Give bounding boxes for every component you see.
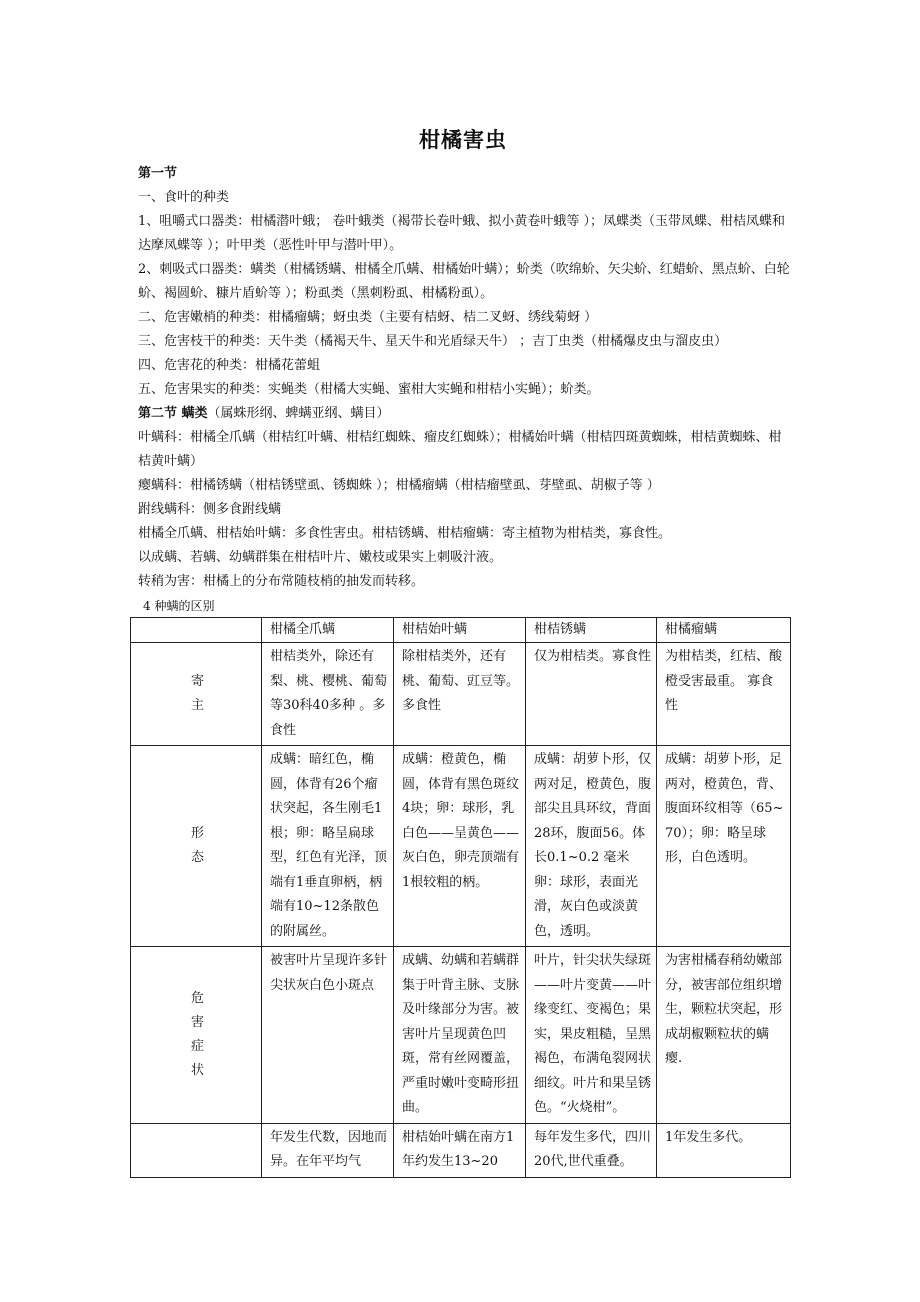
- table-cell: 为柑桔类，红桔、酸橙受害最重。 寡食性: [657, 643, 791, 746]
- row-label-cell: [131, 947, 262, 1124]
- table-cell: 为害柑橘春稍幼嫩部分，被害部位组织增生，颗粒状突起，形成胡椒颗粒状的螨瘿.: [657, 947, 791, 1124]
- section1-line: 五、危害果实的种类：实蝇类（柑橘大实蝇、蜜柑大实蝇和柑桔小实蝇）；蚧类。: [138, 382, 600, 397]
- section2-line: 柑橘全爪螨、柑桔始叶螨：多食性害虫。柑桔锈螨、柑桔瘤螨：寄主植物为柑桔类，寡食性。: [138, 526, 672, 541]
- section1-line: 1、咀嚼式口器类：柑橘潜叶蛾； 卷叶蛾类（褐带长卷叶蛾、拟小黄卷叶蛾等 ）；凤蝶类（玉带凤蝶、柑桔凤蝶和达摩凤蝶等 ）；叶甲类（恶性叶甲与潜叶甲）。: [138, 214, 786, 253]
- table-cell: 成螨：暗红色，椭圆，体背有26个瘤状突起，各生刚毛1根；卵：略呈扁球型，红色有光泽，顶端有1垂直卵柄，柄端有10~12条散色的附属丝。: [262, 746, 394, 947]
- table-row: [131, 1123, 791, 1177]
- table-header-cell: 柑桔锈螨: [526, 618, 657, 643]
- table-header-cell: 柑橘瘤螨: [657, 618, 791, 643]
- table-cell: 1年发生多代。: [657, 1123, 791, 1177]
- section2-line: 以成螨、若螨、幼螨群集在柑桔叶片、嫩枝或果实上刺吸汁液。: [138, 550, 503, 565]
- row-label: 形态: [190, 825, 204, 865]
- mite-comparison-table: [130, 617, 791, 1178]
- table-cell: 成螨：胡萝卜形，仅两对足，橙黄色，腹部尖且具环纹，背面28环，腹面56。体长0.1~0.2 毫米卵：球形，表面光滑，灰白色或淡黄色，透明。: [526, 746, 657, 947]
- section1-line: 四、危害花的种类：柑橘花蕾蛆: [138, 358, 321, 373]
- table-cell: 柑桔始叶螨在南方1年约发生13~20: [394, 1123, 526, 1177]
- table-row: [131, 643, 791, 746]
- table-row: [131, 746, 791, 947]
- table-header-cell: 柑桔始叶螨: [394, 618, 526, 643]
- table-cell: 柑桔类外，除还有梨、桃、樱桃、葡萄等30科40多种 。多食性: [262, 643, 394, 746]
- table-header-cell: [131, 618, 262, 643]
- row-label-cell: [131, 746, 262, 947]
- table-cell: 成螨：橙黄色，椭圆，体背有黑色斑纹4块；卵：球形，乳白色——呈黄色——灰白色，卵壳顶端有1根较粗的柄。: [394, 746, 526, 947]
- section2-heading-note: （属蛛形纲、蜱螨亚纲、螨目）: [207, 406, 390, 421]
- section2-line: 叶螨科：柑橘全爪螨（柑桔红叶螨、柑桔红蜘蛛、瘤皮红蜘蛛）；柑橘始叶螨（柑桔四斑黄蜘蛛，柑桔黄蜘蛛、柑桔黄叶螨）: [138, 430, 782, 469]
- section2-heading-line: [138, 402, 790, 426]
- section2-heading: 第二节 螨类: [138, 406, 208, 421]
- table-cell: 被害叶片呈现许多针尖状灰白色小斑点: [262, 947, 394, 1124]
- section1-heading: 第一节: [138, 166, 178, 181]
- table-cell: 叶片，针尖状失绿斑 ——叶片变黄——叶缘变红、变褐色；果实，果皮粗糙，呈黑褐色，布满龟裂网状细纹。叶片和果呈锈色。“火烧柑”。: [526, 947, 657, 1124]
- section2-line: 转稍为害：柑橘上的分布常随枝梢的抽发而转移。: [138, 574, 425, 589]
- table-cell: 仅为柑桔类。寡食性: [526, 643, 657, 746]
- row-label-cell: [131, 1123, 262, 1177]
- document-body: [138, 162, 790, 594]
- table-header-cell: 柑橘全爪螨: [262, 618, 394, 643]
- table-row: [131, 947, 791, 1124]
- row-label: 寄主: [190, 673, 204, 713]
- table-cell: 成螨：胡萝卜形，足两对，橙黄色，背、腹面环纹相等（65~70）；卵：略呈球形，白色透明。: [657, 746, 791, 947]
- section1-line: 三、危害枝干的种类：天牛类（橘褐天牛、星天牛和光盾绿天牛） ；吉丁虫类（柑橘爆皮虫与溜皮虫）: [138, 334, 728, 349]
- row-label-cell: [131, 643, 262, 746]
- table-cell: 每年发生多代，四川20代,世代重叠。: [526, 1123, 657, 1177]
- section2-line: 跗线螨科：侧多食跗线螨: [138, 502, 282, 517]
- table-header-row: [131, 618, 791, 643]
- section1-line: 二、危害嫩梢的种类：柑橘瘤螨；蚜虫类（主要有桔蚜、桔二叉蚜、绣线菊蚜 ）: [138, 310, 598, 325]
- document-title: 柑橘害虫: [419, 128, 507, 152]
- row-label: 危害症状: [190, 990, 204, 1078]
- table-cell: 年发生代数，因地而异。在年平均气: [262, 1123, 394, 1177]
- table-caption: 4 种螨的区别: [143, 599, 215, 613]
- table-cell: 成螨、幼螨和若螨群集于叶背主脉、支脉及叶缘部分为害。被害叶片呈现黄色凹斑，常有丝网覆盖，严重时嫩叶变畸形扭曲。: [394, 947, 526, 1124]
- section2-line: 瘿螨科：柑橘锈螨（柑桔锈壁虱、锈蜘蛛 ）；柑橘瘤螨（柑桔瘤壁虱、芽壁虱、胡椒子等 ）: [138, 478, 660, 493]
- section1-line: 一、食叶的种类: [138, 190, 230, 205]
- section1-line: 2、刺吸式口器类：螨类（柑橘锈螨、柑橘全爪螨、柑橘始叶螨）；蚧类（吹绵蚧、矢尖蚧、红蜡蚧、黑点蚧、白轮蚧、褐圆蚧、糠片盾蚧等 ）；粉虱类（黑刺粉虱、柑橘粉虱）。: [138, 262, 790, 301]
- table-cell: 除柑桔类外，还有桃、葡萄、豇豆等。多食性: [394, 643, 526, 746]
